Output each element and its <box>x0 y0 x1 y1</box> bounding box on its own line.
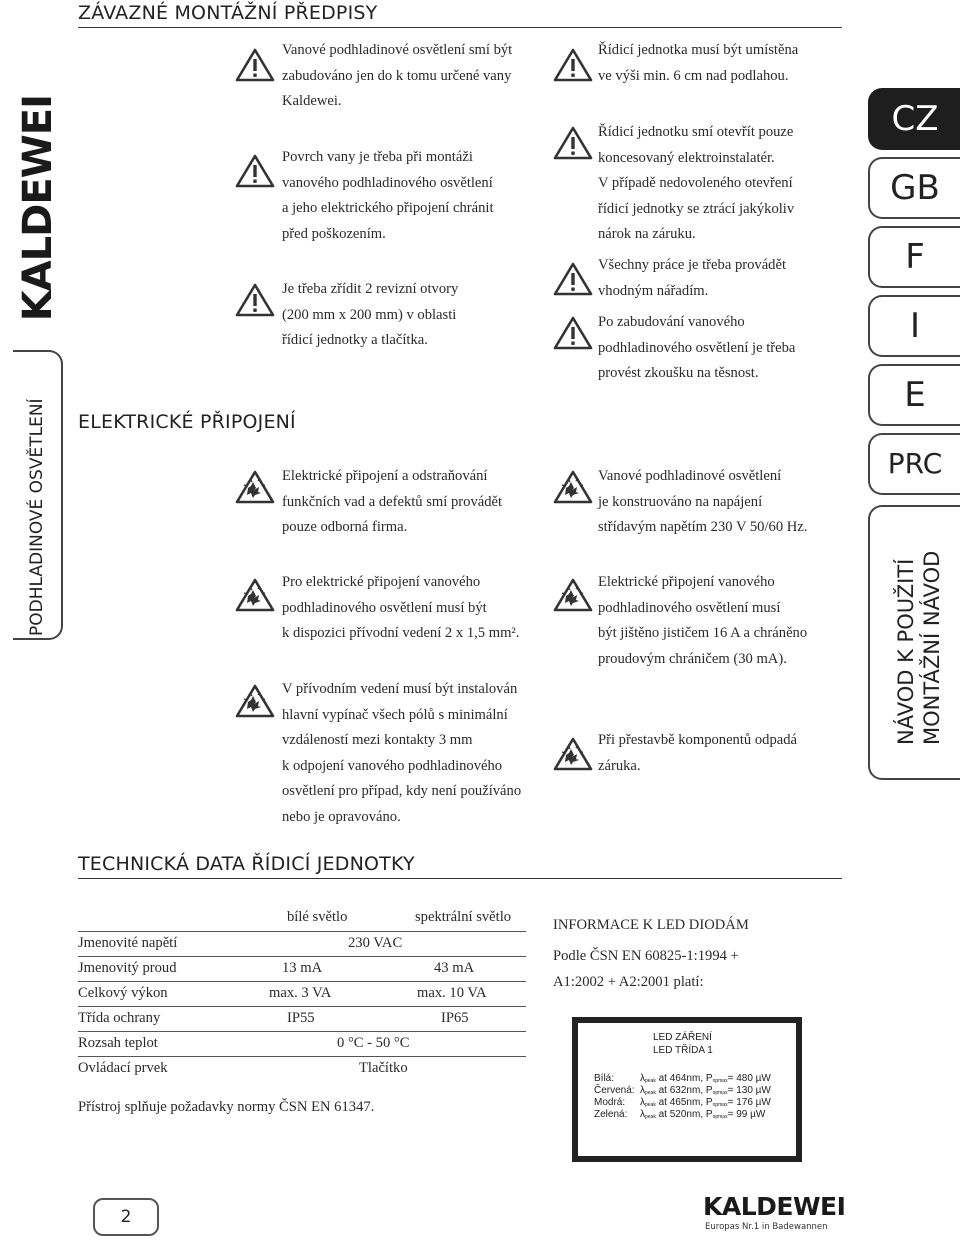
spec-row: Jmenovité napětí 230 VAC <box>78 935 403 951</box>
led-norm-line1: Podle ČSN EN 60825-1:1994 + <box>553 948 739 964</box>
led-label-line1: LED ZÁŘENÍ <box>653 1032 712 1043</box>
tech-title: TECHNICKÁ DATA ŘÍDICÍ JEDNOTKY <box>78 853 415 875</box>
hand-warning-icon <box>553 737 593 771</box>
side-tab-label: PODHLADINOVÉ OSVĚTLENÍ <box>27 398 47 636</box>
hand-warning-icon <box>235 684 275 718</box>
spec-col-white: bílé světlo <box>287 909 348 925</box>
safety-right-2: Řídicí jednotku smí otevřít pouze koncesovaný elektroinstalatér. V případě nedovoleného otevření řídicí jednotky se ztrácí jakýkoliv nárok na záruku. <box>598 124 795 242</box>
hand-warning-icon <box>553 470 593 504</box>
safety-right-3: Všechny práce je třeba provádět vhodným nářadím. <box>598 257 787 299</box>
spec-row: Ovládací prvek Tlačítko <box>78 1060 408 1076</box>
hand-warning-icon <box>235 470 275 504</box>
side-tab <box>13 350 63 640</box>
led-row: Červená: $\lambda_{peak}$ at 632nm, $P_{opmax}= 130$ µW <box>594 1085 771 1096</box>
page-number: 2 <box>120 1207 132 1227</box>
hand-warning-icon <box>235 578 275 612</box>
led-row: Modrá: $\lambda_{peak}$ at 465nm, $P_{opmax}= 176$ µW <box>594 1097 771 1108</box>
safety-left-1: Vanové podhladinové osvětlení smí být zabudováno jen do k tomu určené vany Kaldewei. <box>282 42 513 109</box>
warning-icon <box>235 48 275 82</box>
electrical-title: ELEKTRICKÉ PŘIPOJENÍ <box>78 411 296 433</box>
warning-icon <box>235 283 275 317</box>
warning-icon <box>553 316 593 350</box>
lang-tab-prc[interactable]: PRC <box>868 433 960 495</box>
led-warning-label <box>572 1017 802 1162</box>
spec-row: Jmenovitý proud 13 mA 43 mA <box>78 960 475 976</box>
led-label-line2: LED TŘÍDA 1 <box>653 1045 713 1056</box>
side-brand-logo: KALDEWEI <box>15 95 61 322</box>
spec-row: Třída ochrany IP55 IP65 <box>78 1010 469 1026</box>
warning-icon <box>553 126 593 160</box>
lang-tab-e[interactable]: E <box>868 364 960 426</box>
electrical-left-2: Pro elektrické připojení vanového podhladinového osvětlení musí být k dispozici přívodní vedení 2 x 1,5 mm². <box>282 574 520 641</box>
led-row: Bílá: $\lambda_{peak}$ at 464nm, $P_{opmax}= 480$ µW <box>594 1073 771 1084</box>
warning-icon <box>235 154 275 188</box>
led-norm-line2: A1:2002 + A2:2001 platí: <box>553 974 704 990</box>
electrical-right-1: Vanové podhladinové osvětlení je konstruováno na napájení střídavým napětím 230 V 50/60 Hz. <box>598 468 808 535</box>
manual-tab <box>868 505 960 780</box>
led-row: Zelená: $\lambda_{peak}$ at 520nm, $P_{opmax}= 99$ µW <box>594 1109 766 1120</box>
electrical-left-3: V přívodním vedení musí být instalován hlavní vypínač všech pólů s minimální vzdáleností mezi kontakty 3 mm k odpojení vanového podhladinového osvětlení pro případ, kdy není používáno nebo je opravováno. <box>282 681 522 825</box>
lang-tab-gb[interactable]: GB <box>868 157 960 219</box>
safety-left-2: Povrch vany je třeba při montáži vanového podhladinového osvětlení a jeho elektrického připojení chránit před poškozením. <box>282 149 494 242</box>
safety-right-4: Po zabudování vanového podhladinového osvětlení je třeba provést zkoušku na těsnost. <box>598 314 796 381</box>
bottom-brand-tagline: Europas Nr.1 in Badewannen <box>705 1222 828 1232</box>
norm-note: Přístroj splňuje požadavky normy ČSN EN 61347. <box>78 1099 375 1115</box>
safety-title: ZÁVAZNÉ MONTÁŽNÍ PŘEDPISY <box>78 2 378 24</box>
safety-right-1: Řídicí jednotka musí být umístěna ve výši min. 6 cm nad podlahou. <box>598 42 799 84</box>
electrical-left-1: Elektrické připojení a odstraňování funkčních vad a defektů smí provádět pouze odborná firma. <box>282 468 503 535</box>
lang-tab-f[interactable]: F <box>868 226 960 288</box>
spec-col-spectral: spektrální světlo <box>415 909 512 925</box>
electrical-right-2: Elektrické připojení vanového podhladinového osvětlení musí být jištěno jističem 16 A a chráněno proudovým chráničem (30 mA). <box>598 574 808 667</box>
title-rule <box>78 27 842 28</box>
safety-left-3: Je třeba zřídit 2 revizní otvory (200 mm x 200 mm) v oblasti řídicí jednotky a tlačítka. <box>282 281 459 348</box>
electrical-right-3: Při přestavbě komponentů odpadá záruka. <box>598 732 797 774</box>
warning-icon <box>553 48 593 82</box>
spec-row: Celkový výkon max. 3 VA max. 10 VA <box>78 985 487 1001</box>
manual-tab-line2: MONTÁŽNÍ NÁVOD <box>920 550 944 745</box>
hand-warning-icon <box>553 578 593 612</box>
warning-icon <box>553 262 593 296</box>
led-info-title: INFORMACE K LED DIODÁM <box>553 917 749 933</box>
tech-rule <box>78 878 842 879</box>
lang-tab-cz[interactable]: CZ <box>868 88 960 150</box>
manual-tab-line1: NÁVOD K POUŽITÍ <box>894 558 918 745</box>
lang-tab-i[interactable]: I <box>868 295 960 357</box>
spec-row: Rozsah teplot 0 °C - 50 °C <box>78 1035 410 1051</box>
page-number-box <box>93 1198 159 1236</box>
bottom-brand-logo: KALDEWEI <box>703 1192 846 1221</box>
